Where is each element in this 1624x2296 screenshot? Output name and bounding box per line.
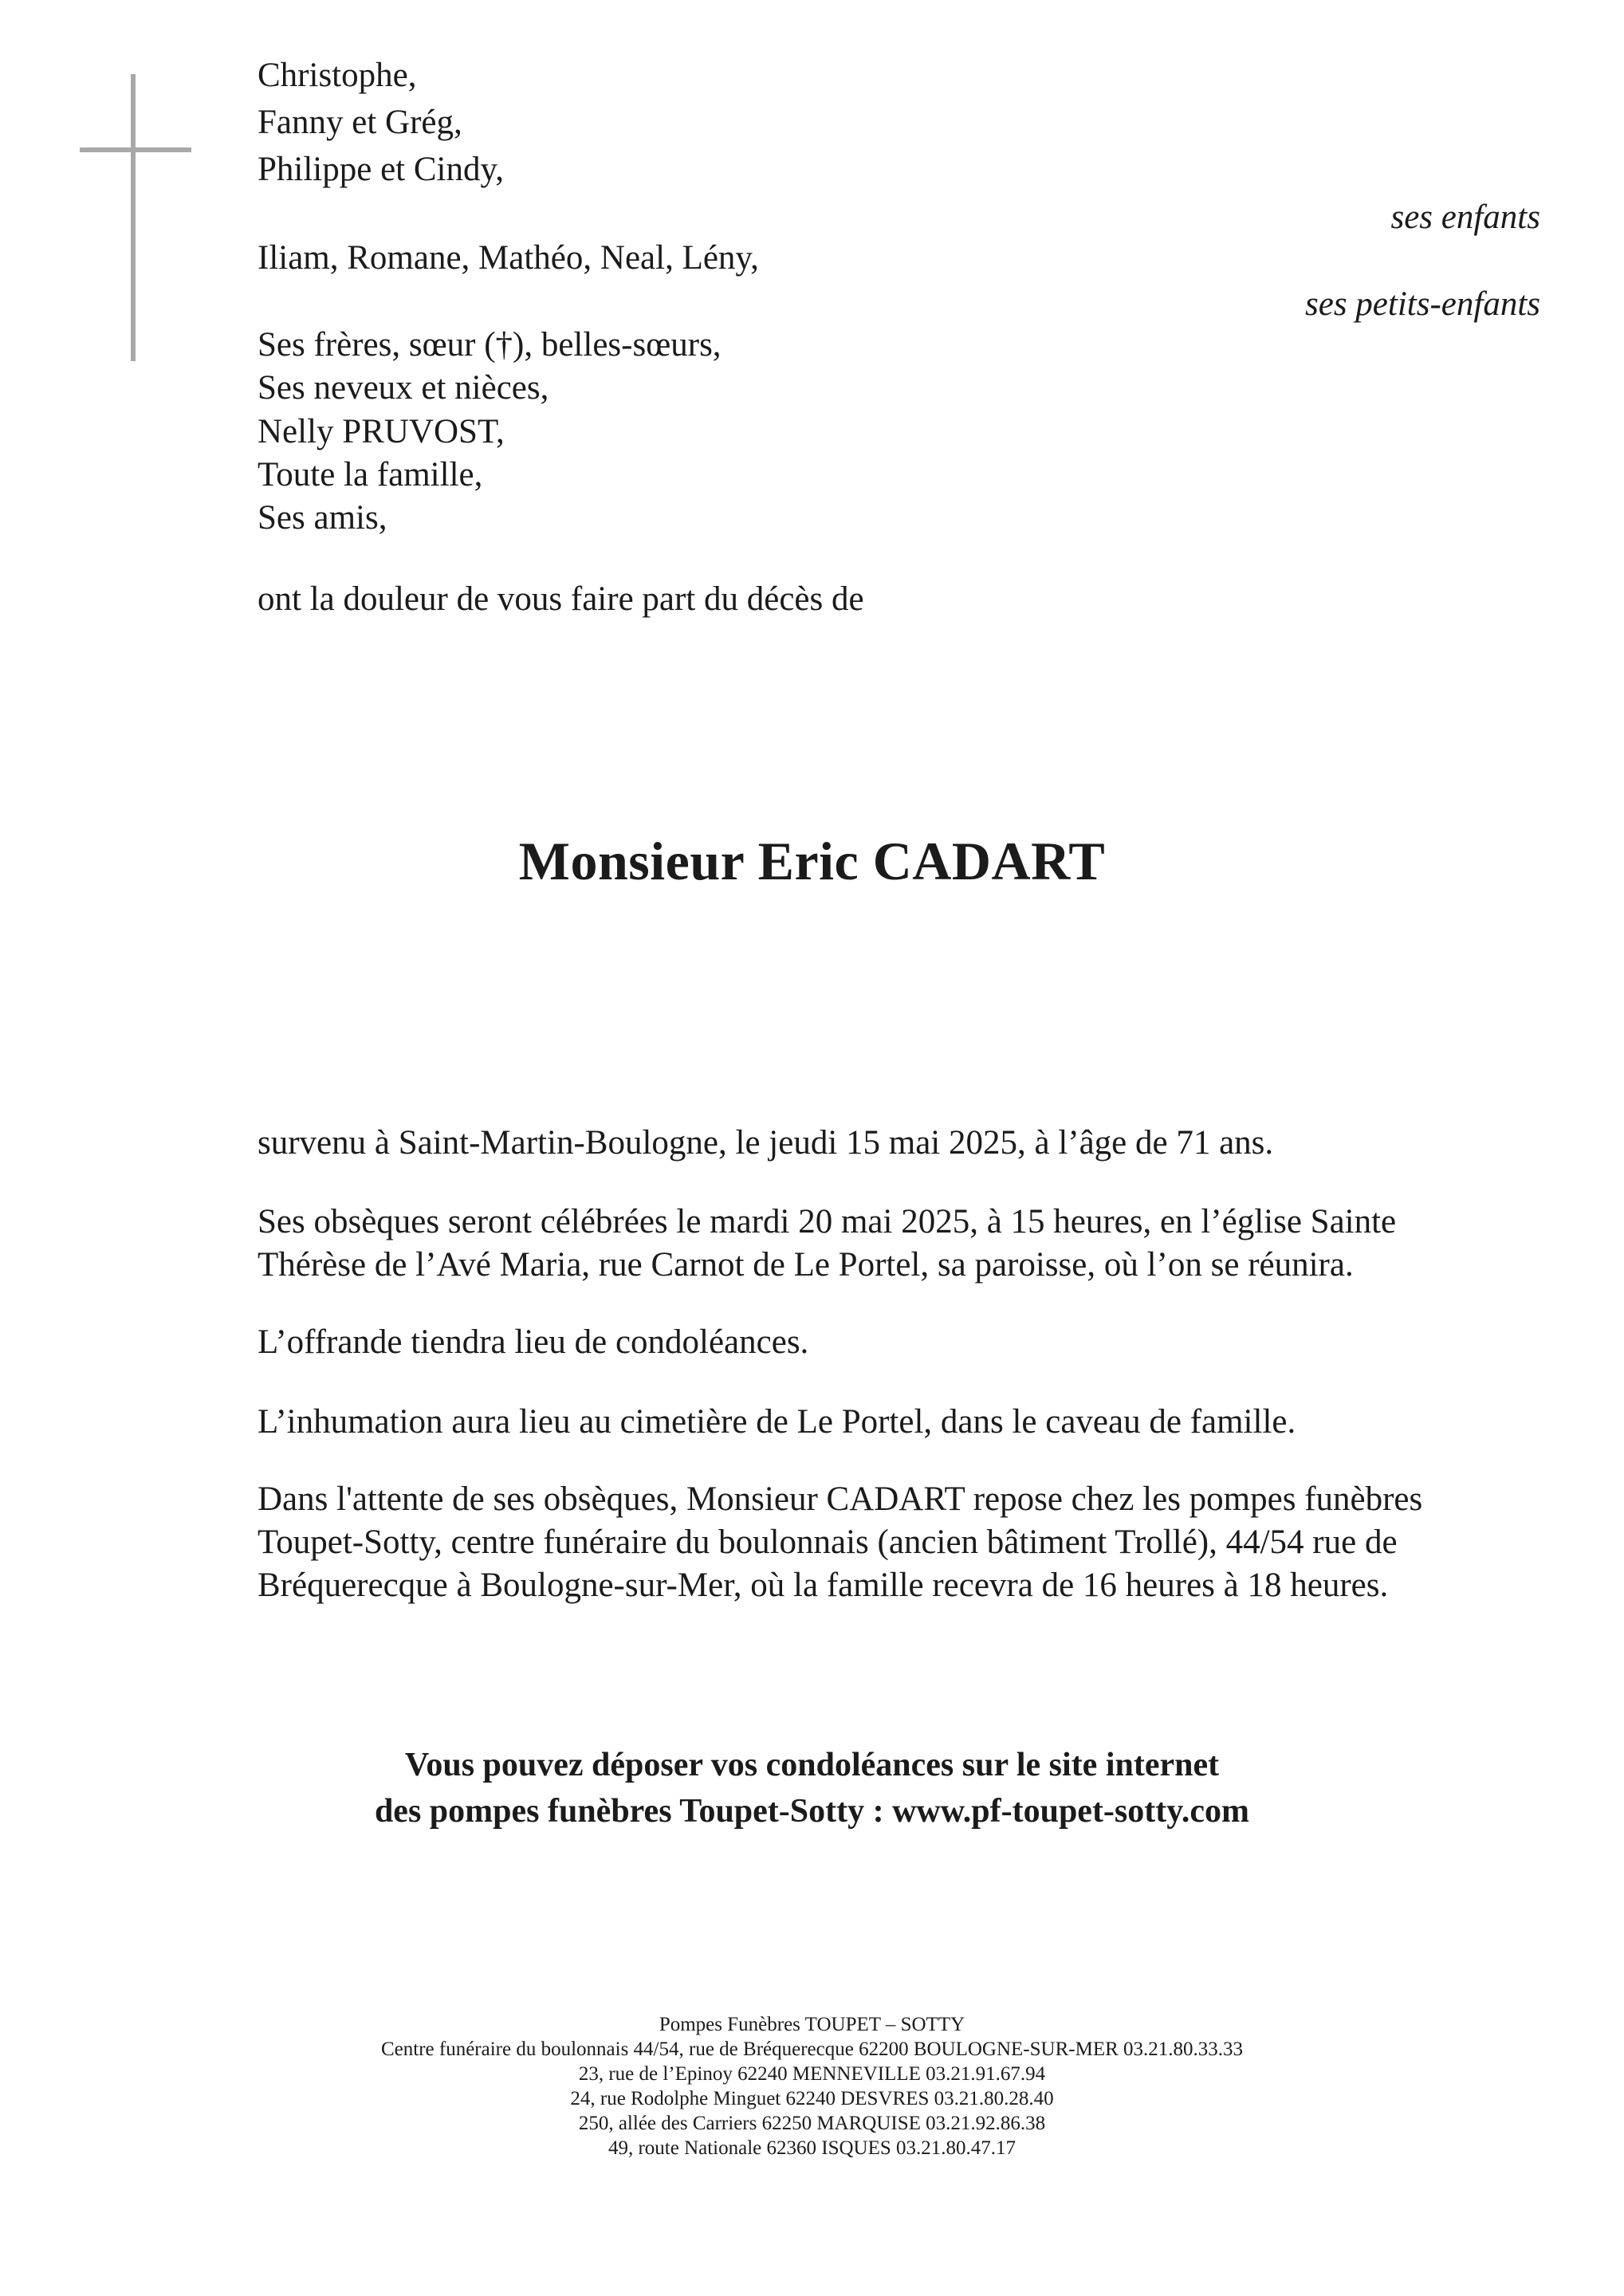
death-line: survenu à Saint-Martin-Boulogne, le jeudi 15 mai 2025, à l’âge de 71 ans. — [258, 1124, 1274, 1162]
family-child-line: Philippe et Cindy, — [258, 151, 504, 188]
wake-line: Toupet-Sotty, centre funéraire du boulonnais (ancien bâtiment Trollé), 44/54 rue de — [258, 1523, 1398, 1561]
death-details — [258, 1122, 1565, 1165]
cross-horizontal-bar — [80, 147, 191, 152]
family-other-line: Toute la famille, — [258, 456, 483, 493]
family-child-line: Christophe, — [258, 57, 417, 94]
offering-line: L’offrande tiendra lieu de condoléances. — [258, 1323, 809, 1361]
funeral-line: Thérèse de l’Avé Maria, rue Carnot de Le Portel, sa paroisse, où l’on se réunira. — [258, 1246, 1354, 1284]
footer-address: 24, rue Rodolphe Minguet 62240 DESVRES 03.21.80.28.40 — [570, 2088, 1054, 2109]
grandchildren-line: Iliam, Romane, Mathéo, Neal, Lény, — [258, 239, 759, 277]
family-child-line: Fanny et Grég, — [258, 104, 462, 141]
deceased-name: Monsieur Eric CADART — [518, 831, 1106, 891]
family-other-line: Nelly PRUVOST, — [258, 413, 505, 450]
offering-details — [258, 1321, 1565, 1364]
family-other-line: Ses amis, — [258, 499, 387, 537]
condolences-line: Vous pouvez déposer vos condoléances sur le site internet — [404, 1747, 1220, 1783]
announcement-line: ont la douleur de vous faire part du décès de — [258, 580, 864, 618]
condolences-line: des pompes funèbres Toupet-Sotty : www.pf-toupet-sotty.com — [374, 1793, 1250, 1830]
condolences-notice — [0, 1742, 1624, 1834]
family-other-line: Ses frères, sœur (†), belles-sœurs, — [258, 326, 722, 364]
wake-line: Bréquerecque à Boulogne-sur-Mer, où la famille recevra de 16 heures à 18 heures. — [258, 1567, 1389, 1604]
footer-address: 23, rue de l’Epinoy 62240 MENNEVILLE 03.21.91.67.94 — [578, 2063, 1046, 2085]
family-other-line: Ses neveux et nièces, — [258, 369, 549, 407]
cross-vertical-bar — [131, 74, 136, 361]
burial-line: L’inhumation aura lieu au cimetière de Le Portel, dans le caveau de famille. — [258, 1403, 1296, 1441]
children-role-label: ses enfants — [1390, 199, 1540, 236]
funeral-line: Ses obsèques seront célébrées le mardi 20 mai 2025, à 15 heures, en l’église Sainte — [258, 1203, 1397, 1240]
funeral-details — [258, 1201, 1565, 1287]
grandchildren-role-label: ses petits-enfants — [1305, 285, 1540, 323]
footer-company: Pompes Funèbres TOUPET – SOTTY — [659, 2014, 965, 2035]
wake-details — [258, 1478, 1565, 1607]
footer-address: 49, route Nationale 62360 ISQUES 03.21.80.47.17 — [608, 2137, 1016, 2159]
footer-address: Centre funéraire du boulonnais 44/54, rue de Bréquerecque 62200 BOULOGNE-SUR-MER 03.21.80.33.33 — [380, 2038, 1244, 2060]
wake-line: Dans l'attente de ses obsèques, Monsieur CADART repose chez les pompes funèbres — [258, 1480, 1423, 1518]
footer-address: 250, allée des Carriers 62250 MARQUISE 03.21.92.86.38 — [578, 2113, 1046, 2134]
funeral-home-footer — [0, 2012, 1624, 2160]
cross-icon — [80, 74, 191, 361]
burial-details — [258, 1401, 1565, 1444]
